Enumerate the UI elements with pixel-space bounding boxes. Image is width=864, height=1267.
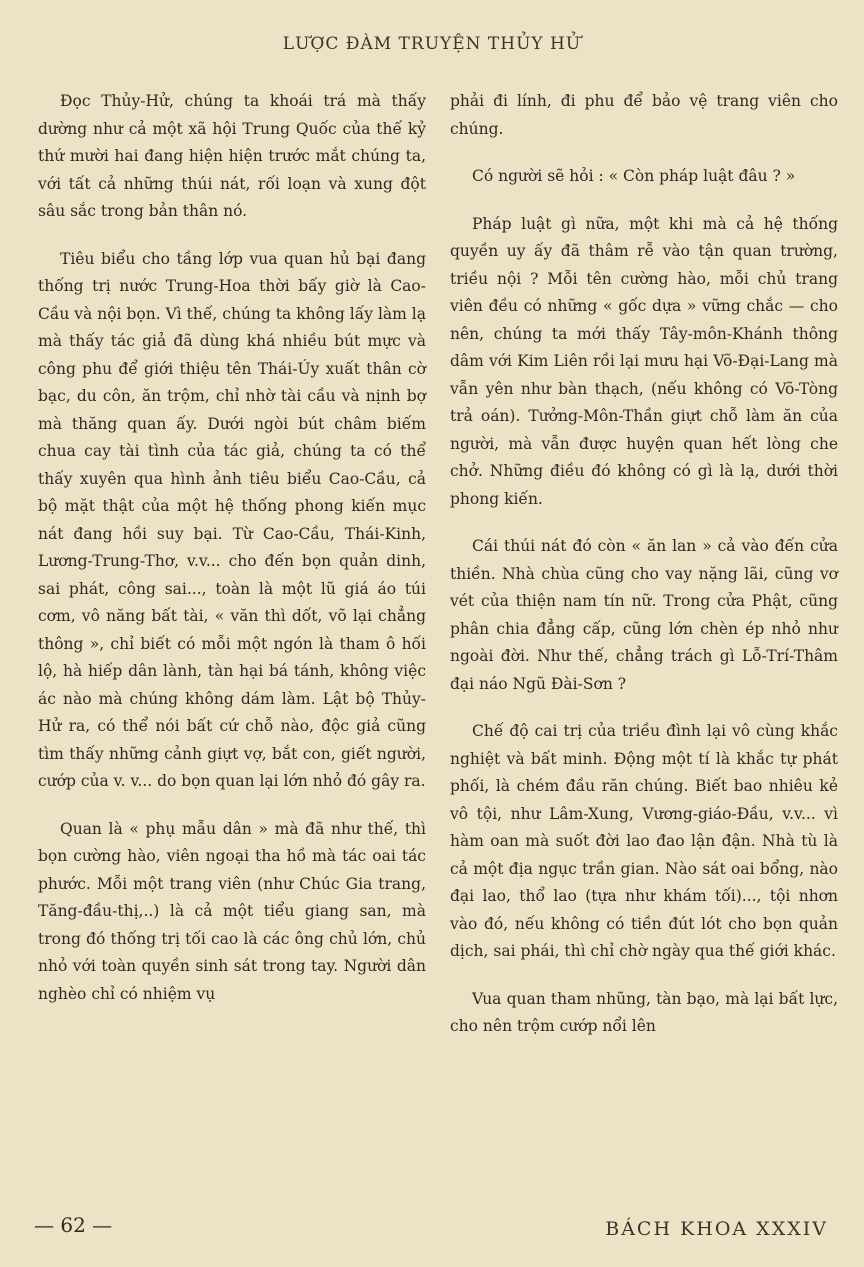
page-number: — 62 — <box>34 1213 113 1237</box>
paragraph: phải đi lính, đi phu để bảo vệ trang viên cho chúng. <box>450 92 838 138</box>
paragraph: Vua quan tham nhũng, tàn bạo, mà lại bất lực, cho nên trộm cướp nổi lên <box>450 989 838 1035</box>
left-column <box>38 88 426 1028</box>
right-column <box>450 88 838 1061</box>
paragraph: Có người sẽ hỏi : « Còn pháp luật đâu ? » <box>472 167 796 185</box>
paragraph: Quan là « phụ mẫu dân » mà đã như thế, thì bọn cường hào, viên ngoại tha hồ mà tác oai tác phước. Mỗi một trang viên (như Chúc Gia trang, Tăng-đầu-thị,..) là cả một tiểu giang san, mà trong đó thống trị tối cao là các ông chủ lớn, chủ nhỏ với toàn quyền sinh sát trong tay. Người dân nghèo chỉ có nhiệm vụ <box>38 819 426 1003</box>
journal-name: BÁCH KHOA XXXIV <box>605 1218 828 1240</box>
running-title: LƯỢC ĐÀM TRUYỆN THỦY HỬ <box>282 34 582 54</box>
paragraph: Chế độ cai trị của triều đình lại vô cùng khắc nghiệt và bất minh. Động một tí là khắc tự phát phối, là chém đầu răn chúng. Biết bao nhiêu kẻ vô tội, như Lâm-Xung, Vương-giáo-Đầu, v.v... vì hàm oan mà suốt đời lao đao lận đận. Nhà tù là cả một địa ngục trần gian. Nào sát oai bổng, nào đại lao, thổ lao (tựa như khám tối)..., tội nhơn vào đó, nếu không có tiền đút lót cho bọn quản dịch, sai phái, thì chỉ chờ ngày qua thế giới khác. <box>450 722 838 960</box>
paragraph: Cái thúi nát đó còn « ăn lan » cả vào đến cửa thiền. Nhà chùa cũng cho vay nặng lãi, cũng vơ vét của thiện nam tín nữ. Trong cửa Phật, cũng phân chia đẳng cấp, cũng lớn chèn ép nhỏ như ngoài đời. Như thế, chẳng trách gì Lỗ-Trí-Thâm đại náo Ngũ Đài-Sơn ? <box>450 537 838 693</box>
paragraph: Pháp luật gì nữa, một khi mà cả hệ thống quyền uy ấy đã thâm rễ vào tận quan trường, triều nội ? Mỗi tên cường hào, mỗi chủ trang viên đều có những « gốc dựa » vững chắc — cho nên, chúng ta mới thấy Tây-môn-Khánh thông dâm với Kim Liên rồi lại mưu hại Võ-Đại-Lang mà vẫn yên như bàn thạch, (nếu không có Võ-Tòng trả oán). Tưởng-Môn-Thần giựt chỗ làm ăn của người, mà vẫn được huyện quan hết lòng che chở. Những điều đó không có gì là lạ, dưới thời phong kiến. <box>450 214 838 508</box>
paragraph: Đọc Thủy-Hử, chúng ta khoái trá mà thấy dường như cả một xã hội Trung Quốc của thế kỷ thứ mười hai đang hiện hiện trước mắt chúng ta, với tất cả những thúi nát, rối loạn và xung đột sâu sắc trong bản thân nó. <box>38 92 426 220</box>
paragraph: Tiêu biểu cho tầng lớp vua quan hủ bại đang thống trị nước Trung-Hoa thời bấy giờ là Cao-Cầu và nội bọn. Vì thế, chúng ta không lấy làm lạ mà thấy tác giả đã dùng khá nhiều bút mực và công phu để giới thiệu tên Thái-Úy xuất thân cờ bạc, du côn, ăn trộm, chỉ nhờ tài cầu và nịnh bợ mà thăng quan ấy. Dưới ngòi bút châm biếm chua cay tài tình của tác giả, chúng ta có thể thấy xuyên qua hình ảnh tiêu biểu Cao-Cầu, cả bộ mặt thật của một hệ thống phong kiến mục nát đang hồi suy bại. Từ Cao-Cầu, Thái-Kinh, Lương-Trung-Thơ, v.v... cho đến bọn quản dinh, sai phát, công sai..., toàn là một lũ giá áo túi cơm, vô năng bất tài, « văn thì dốt, võ lại chẳng thông », chỉ biết có mỗi một ngón là tham ô hối lộ, hà hiếp dân lành, tàn hại bá tánh, không việc ác nào mà chúng không dám làm. Lật bộ Thủy-Hử ra, có thể nói bất cứ chỗ nào, độc giả cũng tìm thấy những cảnh giựt vợ, bắt con, giết người, cướp của v. v... do bọn quan lại lớn nhỏ đó gây ra. <box>38 249 426 790</box>
